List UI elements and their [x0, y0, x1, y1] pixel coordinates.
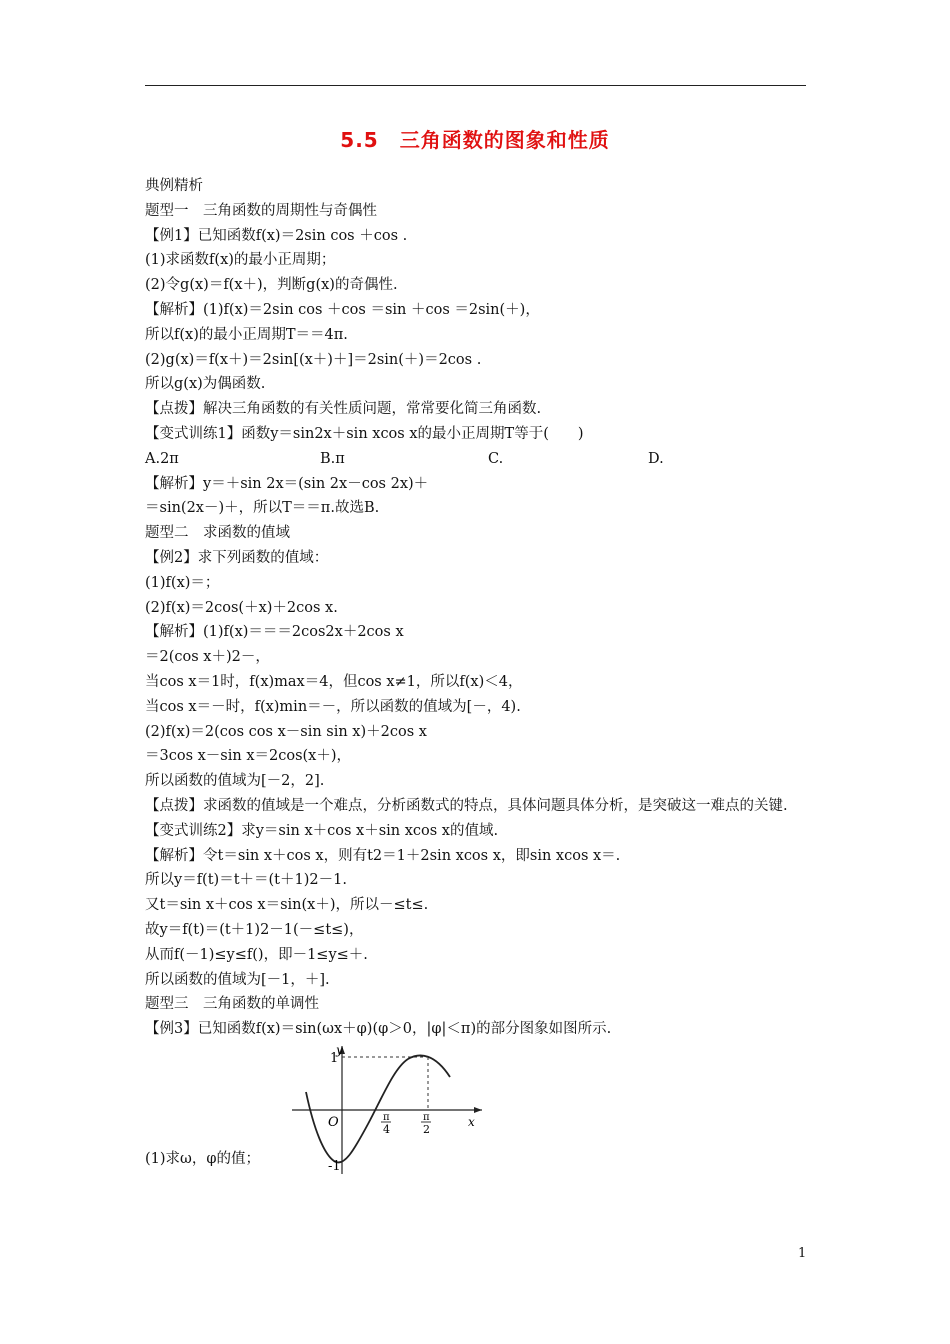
y-min-label: -1	[328, 1158, 341, 1174]
answer-options	[145, 447, 810, 472]
body-line: 【解析】令t＝sin x＋cos x，则有t2＝1＋2sin xcos x，即sin xcos x＝.	[145, 847, 621, 864]
section-heading: 题型一 三角函数的周期性与奇偶性	[145, 202, 377, 219]
y-max-label: 1	[330, 1050, 339, 1066]
x-axis-label: x	[468, 1114, 475, 1129]
y-axis-label: y	[336, 1042, 343, 1057]
origin-label: O	[328, 1114, 339, 1130]
sine-graph-figure	[290, 1042, 490, 1177]
body-line: 所以函数的值域为[－1，＋].	[145, 971, 330, 988]
body-line: (2)令g(x)＝f(x＋)，判断g(x)的奇偶性.	[145, 277, 398, 294]
tip-paragraph: 【点拨】求函数的值域是一个难点，分析函数式的特点，具体问题具体分析，是突破这一难点的关键.	[145, 797, 788, 814]
body-line: 【例2】求下列函数的值域：	[145, 549, 329, 566]
tick-label-num: π	[423, 1111, 430, 1123]
body-line: 当cos x＝1时，f(x)max＝4，但cos x≠1，所以f(x)＜4，	[145, 673, 523, 690]
body-line: 所以函数的值域为[－2，2].	[145, 773, 325, 790]
section-heading: 题型三 三角函数的单调性	[145, 996, 319, 1013]
body-line: 【变式训练2】求y＝sin x＋cos x＋sin xcos x的值域.	[145, 822, 499, 839]
body-line: 【解析】(1)f(x)＝＝＝2cos2x＋2cos x	[145, 624, 404, 641]
body-line: 所以y＝f(t)＝t＋＝(t＋1)2－1.	[145, 872, 347, 889]
body-line: ＝sin(2x－)＋，所以T＝＝π.故选B.	[145, 500, 380, 517]
body-line: (2)g(x)＝f(x＋)＝2sin[(x＋)＋]＝2sin(＋)＝2cos .	[145, 351, 482, 368]
tick-label-den: 2	[423, 1122, 430, 1136]
body-line: ＝2(cos x＋)2－，	[145, 649, 270, 666]
body-line: 所以g(x)为偶函数.	[145, 376, 266, 393]
body-line: 故y＝f(t)＝(t＋1)2－1(－≤t≤)，	[145, 921, 364, 938]
body-line: (2)f(x)＝2(cos cos x－sin sin x)＋2cos x	[145, 723, 427, 740]
question-1: (1)求ω，φ的值；	[145, 1151, 261, 1168]
body-line: 【例1】已知函数f(x)＝2sin cos ＋cos .	[145, 227, 408, 244]
tick-label-num: π	[383, 1111, 390, 1123]
body-line: 典例精析	[145, 178, 203, 194]
figure-row	[145, 1042, 810, 1172]
option-b: B.π	[320, 450, 345, 467]
option-d: D.	[648, 450, 664, 467]
body-line: (2)f(x)＝2cos(＋x)＋2cos x.	[145, 599, 338, 616]
page-number: 1	[798, 1246, 807, 1261]
document-body	[145, 174, 810, 1172]
body-line: 从而f(－1)≤y≤f()，即－1≤y≤＋.	[145, 946, 368, 963]
section-heading: 题型二 求函数的值域	[145, 525, 290, 542]
body-line: (1)f(x)＝；	[145, 574, 220, 591]
body-line: 【解析】y＝＋sin 2x＝(sin 2x－cos 2x)＋	[145, 475, 429, 492]
header-rule	[145, 85, 806, 86]
body-line: 又t＝sin x＋cos x＝sin(x＋)，所以－≤t≤.	[145, 897, 429, 914]
body-line: 【例3】已知函数f(x)＝sin(ωx＋φ)(φ＞0，|φ|＜π)的部分图象如图所示.	[145, 1021, 612, 1038]
body-line: 所以f(x)的最小正周期T＝＝4π.	[145, 326, 348, 343]
body-line: 【解析】(1)f(x)＝2sin cos ＋cos ＝sin ＋cos ＝2sin(＋)，	[145, 301, 540, 318]
page-title: 5.5 三角函数的图象和性质	[340, 128, 610, 152]
tick-label-den: 4	[383, 1122, 390, 1136]
option-c: C.	[488, 450, 504, 467]
body-line: 【点拨】解决三角函数的有关性质问题，常常要化简三角函数.	[145, 401, 542, 418]
x-axis-arrow	[474, 1107, 482, 1113]
body-line: ＝3cos x－sin x＝2cos(x＋)，	[145, 748, 352, 765]
body-line: 当cos x＝－时，f(x)min＝－，所以函数的值域为[－，4).	[145, 698, 521, 715]
option-a: A.2π	[145, 450, 179, 467]
body-line: (1)求函数f(x)的最小正周期；	[145, 252, 336, 269]
body-line: 【变式训练1】函数y＝sin2x＋sin xcos x的最小正周期T等于( )	[145, 425, 584, 442]
